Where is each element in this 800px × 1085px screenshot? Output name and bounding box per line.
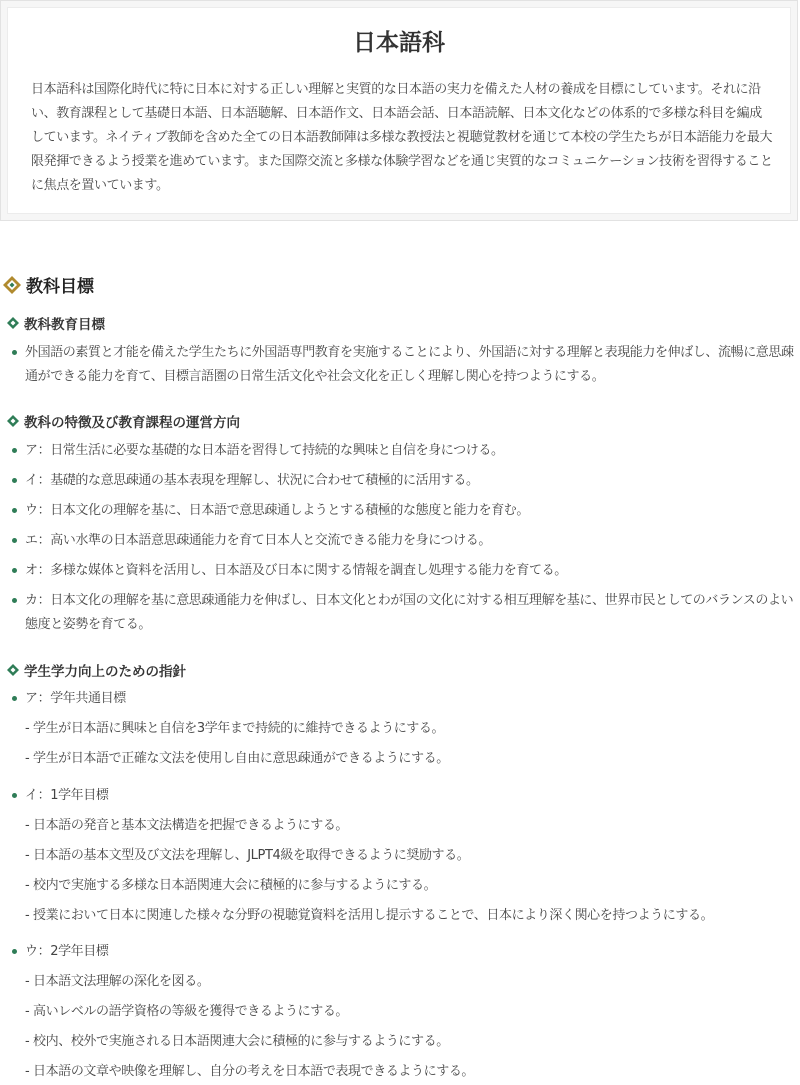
list-item-text: ウ：日本文化の理解を基に、日本語で意思疎通しようとする積極的な態度と能力を育む。 [25, 503, 530, 518]
list-item-text: オ：多様な媒体と資料を活用し、日本語及び日本に関する情報を調査し処理する能力を育てる。 [25, 563, 567, 578]
list-item-text: エ：高い水準の日本語意思疎通能力を育て日本人と交流できる能力を身につける。 [25, 533, 491, 548]
sub-list-item: - 学生が日本語に興味と自信を3学年まで持続的に維持できるようにする。 [25, 721, 445, 736]
sub-list-item: - 学生が日本語で正確な文法を使用し自由に意思疎通ができるようにする。 [25, 751, 449, 766]
subhead-text: 学生学力向上のための指針 [24, 664, 186, 680]
subhead-text: 教科の特徴及び教育課程の運営方向 [24, 415, 240, 431]
bullet-dot-icon [12, 508, 17, 513]
bullet-dot-icon [12, 538, 17, 543]
subhead-characteristics [6, 411, 240, 431]
list-item-text: カ：日本文化の理解を基に意思疎通能力を伸ばし、日本文化とわが国の文化に対する相互理解を基に、世界市民としてのバランスのよい態度と姿勢を育てる。 [25, 593, 794, 632]
bullet-dot-icon [12, 949, 17, 954]
list-item-text: ウ：2学年目標 [25, 944, 109, 959]
list-item [12, 469, 798, 493]
bullet-dot-icon [12, 478, 17, 483]
list-item-text: 外国語の素質と才能を備えた学生たちに外国語専門教育を実施することにより、外国語に対する理解と表現能力を伸ばし、流暢に意思疎通ができる能力を育て、目標言語圏の日常生活文化や社会文化を正しく理解し関心を持つようにする。 [25, 345, 794, 384]
list-item [12, 940, 798, 964]
section-title [2, 272, 94, 297]
sub-list-item: - 日本語の文章や映像を理解し、自分の考えを日本語で表現できるようにする。 [25, 1064, 475, 1079]
list-item-text: ア：日常生活に必要な基礎的な日本語を習得して持続的な興味と自信を身につける。 [25, 443, 504, 458]
list-item [12, 341, 798, 389]
bullet-dot-icon [12, 448, 17, 453]
intro-text: 日本語科は国際化時代に特に日本に対する正しい理解と実質的な日本語の実力を備えた人材の養成を目標にしています。それに沿い、教育課程として基礎日本語、日本語聴解、日本語作文、日本語会話、日本語読解、日本文化などの体系的で多様な科目を編成しています。ネイティブ教師を含めた全ての日本語教師陣は多様な教授法と視聴覚教材を通じて本校の学生たちが日本語能力を最大限発揮できるよう授業を進めています。また国際交流と多様な体験学習などを通じ実質的なコミュニケーション技術を習得することに焦点を置いています。 [31, 82, 773, 193]
diamond-small-icon [6, 414, 20, 428]
diamond-bullet-icon [2, 275, 22, 295]
sub-list-item: - 校内、校外で実施される日本語関連大会に積極的に参与するようにする。 [25, 1034, 449, 1049]
bullet-dot-icon [12, 696, 17, 701]
sub-list-item: - 日本語文法理解の深化を図る。 [25, 974, 210, 989]
diamond-small-icon [6, 316, 20, 330]
list-item [12, 439, 798, 463]
list-item-text: イ：1学年目標 [25, 788, 109, 803]
bullet-dot-icon [12, 793, 17, 798]
subhead-education-goal [6, 313, 105, 333]
list-item [12, 499, 798, 523]
list-item [12, 559, 798, 583]
list-item [12, 529, 798, 553]
subhead-text: 教科教育目標 [24, 317, 105, 333]
page-title: 日本語科 [353, 29, 445, 56]
diamond-small-icon [6, 663, 20, 677]
bullet-dot-icon [12, 350, 17, 355]
list-item-text: イ：基礎的な意思疎通の基本表現を理解し、状況に合わせて積極的に活用する。 [25, 473, 479, 488]
bullet-dot-icon [12, 568, 17, 573]
sub-list-item: - 校内で実施する多様な日本語関連大会に積極的に参与するようにする。 [25, 878, 437, 893]
list-item-text: ア：学年共通目標 [25, 691, 126, 706]
list-item [12, 784, 798, 808]
list-item [12, 589, 798, 637]
section-title-text: 教科目標 [26, 277, 94, 297]
subhead-guidelines [6, 660, 186, 680]
sub-list-item: - 高いレベルの語学資格の等級を獲得できるようにする。 [25, 1004, 349, 1019]
list-item [12, 687, 798, 711]
sub-list-item: - 授業において日本に関連した様々な分野の視聴覚資料を活用し提示することで、日本により深く関心を持つようにする。 [25, 908, 714, 923]
sub-list-item: - 日本語の発音と基本文法構造を把握できるようにする。 [25, 818, 349, 833]
sub-list-item: - 日本語の基本文型及び文法を理解し、JLPT4級を取得できるように奨励する。 [25, 848, 470, 863]
bullet-dot-icon [12, 598, 17, 603]
